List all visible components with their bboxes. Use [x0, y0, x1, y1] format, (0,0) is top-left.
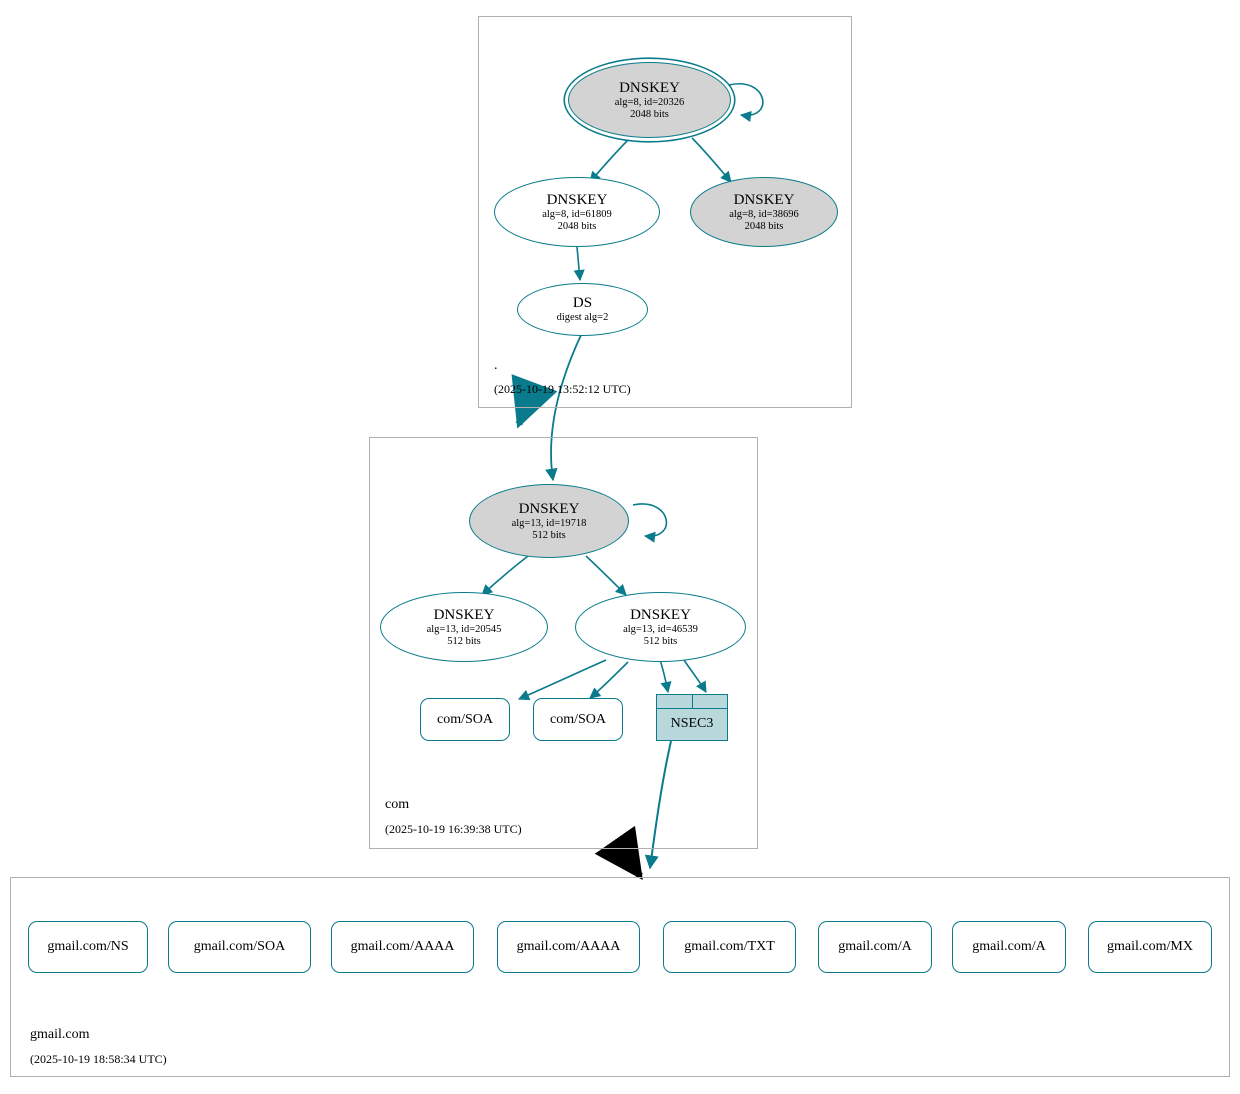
rrset-label: gmail.com/NS — [47, 939, 129, 954]
rrset-label: com/SOA — [437, 711, 493, 727]
zone-label-gmail-com: gmail.com — [30, 1027, 90, 1042]
rrset-node-gmail-aaaa-2[interactable] — [497, 921, 640, 973]
rrset-node-com-soa-2[interactable] — [533, 698, 623, 741]
dnskey-node-com-ksk-19718[interactable] — [469, 484, 629, 558]
dnskey-algorithm-id: alg=8, id=20326 — [614, 96, 685, 108]
zone-label-root: . — [494, 358, 498, 373]
dnskey-keysize: 2048 bits — [557, 220, 597, 232]
dnskey-algorithm-id: alg=8, id=61809 — [542, 208, 612, 220]
dnskey-node-root-zsk-61809[interactable] — [494, 177, 660, 247]
nsec3-node-com[interactable] — [656, 694, 728, 741]
rrset-node-gmail-aaaa-1[interactable] — [331, 921, 474, 973]
rrset-label: gmail.com/A — [838, 939, 912, 954]
rrset-node-gmail-txt[interactable] — [663, 921, 796, 973]
rrset-node-gmail-mx[interactable] — [1088, 921, 1212, 973]
dnskey-node-root-ksk-20326[interactable] — [568, 62, 731, 138]
ds-title: DS — [572, 295, 593, 311]
zone-box-gmail-com — [10, 877, 1230, 1077]
nsec3-top-row — [657, 695, 727, 709]
dnskey-algorithm-id: alg=8, id=38696 — [729, 208, 799, 220]
rrset-label: gmail.com/A — [972, 939, 1046, 954]
dnskey-title: DNSKEY — [546, 191, 608, 208]
zone-label-com: com — [385, 797, 410, 812]
zone-timestamp-com: (2025-10-19 16:39:38 UTC) — [385, 822, 522, 836]
dnskey-title: DNSKEY — [619, 79, 680, 96]
ds-node-root[interactable] — [517, 283, 648, 336]
dnskey-keysize: 2048 bits — [630, 108, 669, 120]
dnskey-algorithm-id: alg=13, id=19718 — [511, 517, 587, 529]
rrset-label: gmail.com/MX — [1107, 939, 1193, 954]
rrset-node-com-soa-1[interactable] — [420, 698, 510, 741]
rrset-label: gmail.com/AAAA — [350, 939, 455, 954]
ds-digest-alg: digest alg=2 — [556, 312, 609, 323]
dnskey-title: DNSKEY — [630, 606, 691, 623]
dnskey-title: DNSKEY — [518, 500, 580, 517]
dnskey-title: DNSKEY — [433, 606, 495, 623]
rrset-label: gmail.com/SOA — [193, 939, 286, 954]
dnskey-node-com-20545[interactable] — [380, 592, 548, 662]
rrset-label: com/SOA — [550, 711, 606, 727]
rrset-node-gmail-a-2[interactable] — [952, 921, 1066, 973]
dnskey-title: DNSKEY — [733, 191, 795, 208]
rrset-node-gmail-soa[interactable] — [168, 921, 311, 973]
zone-timestamp-root: (2025-10-19 13:52:12 UTC) — [494, 382, 631, 396]
rrset-node-gmail-a-1[interactable] — [818, 921, 932, 973]
rrset-label: gmail.com/TXT — [684, 939, 775, 954]
dnskey-keysize: 512 bits — [643, 635, 678, 647]
rrset-node-gmail-ns[interactable] — [28, 921, 148, 973]
nsec3-label: NSEC3 — [670, 716, 714, 731]
dnskey-algorithm-id: alg=13, id=46539 — [623, 623, 698, 635]
dnskey-node-root-38696[interactable] — [690, 177, 838, 247]
dnskey-node-com-46539[interactable] — [575, 592, 746, 662]
dnskey-keysize: 512 bits — [447, 635, 481, 647]
nsec3-divider — [692, 695, 693, 708]
dnskey-algorithm-id: alg=13, id=20545 — [426, 623, 502, 635]
dnskey-keysize: 2048 bits — [744, 220, 784, 232]
zone-timestamp-gmail-com: (2025-10-19 18:58:34 UTC) — [30, 1052, 167, 1066]
rrset-label: gmail.com/AAAA — [516, 939, 621, 954]
dnskey-keysize: 512 bits — [532, 529, 566, 541]
